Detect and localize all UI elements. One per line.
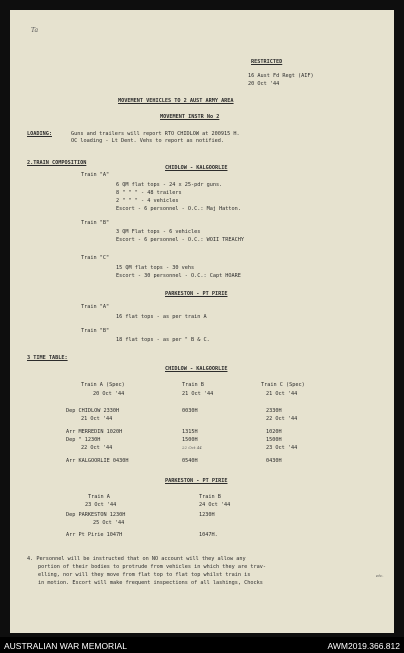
train-c-date-3: 23 Oct '44 bbox=[266, 445, 298, 451]
train-a-line-2: 8 " " " - 48 trailers bbox=[116, 190, 182, 196]
section-4-line-1: 4. Personnel will be instructed that on NO account will they allow any bbox=[27, 556, 246, 562]
col-a-heading: Train A (Spec) bbox=[81, 382, 125, 388]
arr-pt-pirie: Arr Pt Pirie 1047H bbox=[66, 532, 123, 538]
document-page bbox=[10, 10, 394, 633]
dep-merredin: Dep " 1230H bbox=[66, 437, 101, 443]
train-c-dep-merredin: 1500H bbox=[266, 437, 282, 443]
train-c-arr-merredin: 1020H bbox=[266, 429, 282, 435]
train-a-line-1: 6 QM flat tops - 24 x 25-pdr guns. bbox=[116, 182, 223, 188]
train-b-line-1: 3 QM Flat tops - 6 vehicles bbox=[116, 229, 201, 235]
col-b-heading: Train B bbox=[182, 382, 204, 388]
p2-col-a-heading: Train A bbox=[88, 494, 110, 500]
train-b-arr-kalgoorlie: 0540H bbox=[182, 458, 198, 464]
archive-footer bbox=[0, 637, 404, 653]
col-a-date: 20 Oct '44 bbox=[93, 391, 125, 397]
handwritten-mark: Ta bbox=[31, 27, 39, 34]
parkeston-train-b-line: 18 flat tops - as per " B & C. bbox=[116, 337, 210, 343]
train-c-arr-kalgoorlie: 0430H bbox=[266, 458, 282, 464]
p2-train-b-arr: 1047H. bbox=[199, 532, 218, 538]
section-4-line-2: portion of their bodies to protrude from vehicles in which they are trav- bbox=[38, 564, 266, 570]
train-b-handwritten-date: 22 Oct 44 bbox=[182, 445, 202, 450]
section-3-heading: 3 TIME TABLE: bbox=[27, 355, 68, 361]
train-c-date-2: 22 Oct '44 bbox=[266, 416, 298, 422]
col-c-heading: Train C (Spec) bbox=[261, 382, 305, 388]
document-date: 20 Oct '44 bbox=[248, 81, 280, 87]
train-b-label: Train "B" bbox=[81, 220, 110, 226]
train-a-label: Train "A" bbox=[81, 172, 110, 178]
train-b-arr-merredin: 1315H bbox=[182, 429, 198, 435]
document-subtitle: MOVEMENT INSTR No 2 bbox=[160, 114, 220, 120]
train-c-line-2: Escort - 30 personnel - O.C.: Capt HOARE bbox=[116, 273, 241, 279]
section-2-heading: 2.TRAIN COMPOSITION bbox=[27, 160, 87, 166]
section-4-line-4: in motion. Escort will make frequent inspections of all lashings, Chocks bbox=[38, 580, 263, 586]
train-a-line-4: Escort - 6 personnel - O.C.: Maj Hatton. bbox=[116, 206, 241, 212]
col-c-date: 21 Oct '44 bbox=[266, 391, 298, 397]
train-a-date-2: 21 Oct '44 bbox=[81, 416, 113, 422]
p2-col-b-date: 24 Oct '44 bbox=[199, 502, 231, 508]
p2-col-b-heading: Train B bbox=[199, 494, 221, 500]
p2-col-a-date: 23 Oct '44 bbox=[85, 502, 117, 508]
train-b-dep-chidlow: 0030H bbox=[182, 408, 198, 414]
parkeston-train-a-label: Train "A" bbox=[81, 304, 110, 310]
train-c-line-1: 15 QM flat tops - 30 vehs bbox=[116, 265, 195, 271]
train-b-dep-merredin: 1500H bbox=[182, 437, 198, 443]
p2-train-a-date-2: 25 Oct '44 bbox=[93, 520, 125, 526]
route-parkeston-pt-pirie: PARKESTON - PT PIRIE bbox=[165, 291, 228, 297]
section-4-handwritten-etc: etc. bbox=[376, 573, 384, 578]
arr-kalgoorlie: Arr KALGOORLIE 0430H bbox=[66, 458, 129, 464]
timetable-route-2: PARKESTON - PT PIRIE bbox=[165, 478, 228, 484]
section-4-line-3: elling, nor will they move from flat top to flat top whilst train is bbox=[38, 572, 251, 578]
parkeston-train-b-label: Train "B" bbox=[81, 328, 110, 334]
loading-line-2: OC loading - Lt Dent. Vehs to report as notified. bbox=[71, 138, 225, 144]
unit-name: 16 Aust Fd Regt (AIF) bbox=[248, 73, 314, 79]
train-a-line-3: 2 " " " - 4 vehicles bbox=[116, 198, 179, 204]
classification-label: RESTRICTED bbox=[251, 59, 283, 65]
train-a-date-3: 22 Oct '44 bbox=[81, 445, 113, 451]
route-chidlow-kalgoorlie: CHIDLOW - KALGOORLIE bbox=[165, 165, 228, 171]
footer-institution: AUSTRALIAN WAR MEMORIAL bbox=[4, 641, 127, 651]
col-b-date: 21 Oct '44 bbox=[182, 391, 214, 397]
dep-parkeston: Dep PARKESTON 1230H bbox=[66, 512, 126, 518]
arr-merredin: Arr MERREDIN 1020H bbox=[66, 429, 123, 435]
p2-train-b-dep: 1230H bbox=[199, 512, 215, 518]
train-b-line-2: Escort - 6 personnel - O.C.: WOII TREACHY bbox=[116, 237, 245, 243]
parkeston-train-a-line: 16 flat tops - as per train A bbox=[116, 314, 207, 320]
train-c-label: Train "C" bbox=[81, 255, 110, 261]
train-c-dep-chidlow: 2330H bbox=[266, 408, 282, 414]
loading-line-1: Guns and trailers will report RTO CHIDLOW at 200915 H. bbox=[71, 131, 240, 137]
document-title: MOVEMENT VEHICLES TO 2 AUST ARMY AREA bbox=[118, 98, 234, 104]
footer-accession-number: AWM2019.366.812 bbox=[327, 641, 400, 651]
dep-chidlow: Dep CHIDLOW 2330H bbox=[66, 408, 120, 414]
timetable-route-1: CHIDLOW - KALGOORLIE bbox=[165, 366, 228, 372]
loading-label: LOADING: bbox=[27, 131, 52, 137]
